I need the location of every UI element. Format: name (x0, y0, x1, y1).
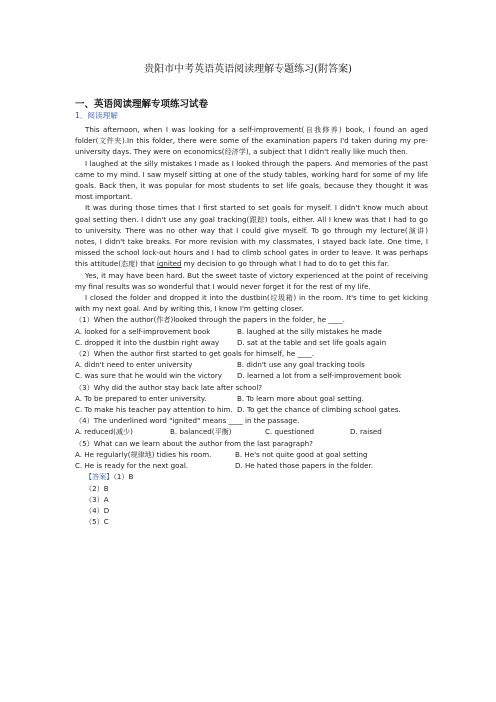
answer-label: 【答案】 (85, 472, 114, 482)
option-a: A. He regularly(规律地) tidies his room. (75, 449, 212, 459)
paragraph-1: This afternoon, when I was looking for a self-improvement(自我修养) book, I found an aged folder(文件夹).In this folder, there were some of the examination papers I'd taken during my pre-university days. They were on economics(经济学), a subject that I didn't really like much then. (75, 125, 428, 157)
option-b: B. didn't use any goal tracking tools (237, 360, 365, 370)
paragraph-2: I laughed at the silly mistakes I made as I looked through the papers. And memories of the past came to my mind. I saw myself sitting at one of the study tables, working hard for some of my life goals. Back then, it was popular for most students to set life goals, because they thought it was most important. (75, 158, 428, 202)
question-1-options-row-1 (75, 326, 428, 337)
question-4-options-row (75, 426, 428, 437)
option-c: C. To make his teacher pay attention to him. (75, 405, 233, 415)
option-d: D. He hated those papers in the folder. (235, 461, 374, 471)
document-title: 贵阳市中考英语英语阅读理解专题练习(附答案) (144, 64, 352, 75)
answer-5: （5）C (85, 517, 109, 527)
option-b: B. laughed at the silly mistakes he made (237, 326, 382, 336)
option-a: A. didn't need to enter university (75, 360, 193, 370)
option-c: C. He is ready for the next goal. (75, 461, 189, 471)
option-b: B. He's not quite good at goal setting (235, 449, 368, 459)
question-2-options-row-1 (75, 359, 428, 370)
option-b: B. To learn more about goal setting. (237, 393, 364, 403)
option-c: C. questioned (265, 427, 314, 437)
option-b: B. balanced(平衡) (170, 427, 232, 437)
answer-1: （1）B (113, 472, 134, 482)
answer-4: （4）D (85, 505, 110, 515)
option-d: D. learned a lot from a self-improvement book (237, 371, 402, 381)
question-1-options-row-2 (75, 337, 428, 348)
question-5-options-row-2 (75, 460, 428, 471)
paragraph-3: It was during those times that I first started to set goals for myself. I didn't know much about goal setting then. I didn't use any goal tracking(跟踪) tools, either. All I knew was that I had to go to university. There was no other way that I could give myself. To go through my lecture(演讲) notes, I didn't take breaks. For more revision with my classmates, I stayed back late. One time, I missed the school lock-out hours and I had to climb school gates in order to leave. It was perhaps this attitude(态度) that ignited my decision to go through what I had to do to get this far. (75, 203, 428, 269)
question-5: （5）What can we learn about the author from the last paragraph? (75, 438, 313, 448)
section-heading: 一、英语阅读理解专项练习试卷 (75, 99, 209, 110)
question-3: （3）Why did the author stay back late after school? (75, 382, 263, 392)
question-3-options-row-2 (75, 404, 428, 415)
question-2: （2）When the author first started to get goals for himself, he ____. (75, 349, 314, 359)
option-c: C. dropped it into the dustbin right away (75, 337, 220, 347)
question-4: （4）The underlined word "ignited" means ____ in the passage. (75, 416, 300, 426)
option-c: C. was sure that he would win the victory (75, 371, 223, 381)
question-5-options-row-1 (75, 449, 428, 460)
question-2-options-row-2 (75, 370, 428, 381)
paragraph-4: Yes, it may have been hard. But the sweet taste of victory experienced at the point of receiving my final results was so wonderful that I would never forget it for the rest of my life. (75, 270, 428, 291)
question-1: （1）When the author(作者)looked through the papers in the folder, he ____. (75, 315, 345, 325)
option-a: A. To be prepared to enter university. (75, 393, 207, 403)
answer-2: （2）B (85, 483, 109, 493)
option-d: D. raised (350, 427, 382, 437)
option-d: D. To get the chance of climbing school gates. (237, 405, 401, 415)
reading-passage (75, 124, 428, 527)
answer-3: （3）A (85, 494, 109, 504)
underlined-word: ignited (156, 259, 182, 269)
sub-heading: 1．阅读理解 (75, 111, 118, 120)
option-d: D. sat at the table and set life goals again (237, 337, 387, 347)
answer-key (75, 471, 428, 482)
option-a: A. reduced(减少) (75, 427, 133, 437)
question-3-options-row-1 (75, 393, 428, 404)
option-a: A. looked for a self-improvement book (75, 326, 211, 336)
paragraph-5: I closed the folder and dropped it into the dustbin(垃圾箱) in the room. It's time to get kicking with my next goal. And by writing this, I know I'm getting closer. (75, 293, 428, 314)
